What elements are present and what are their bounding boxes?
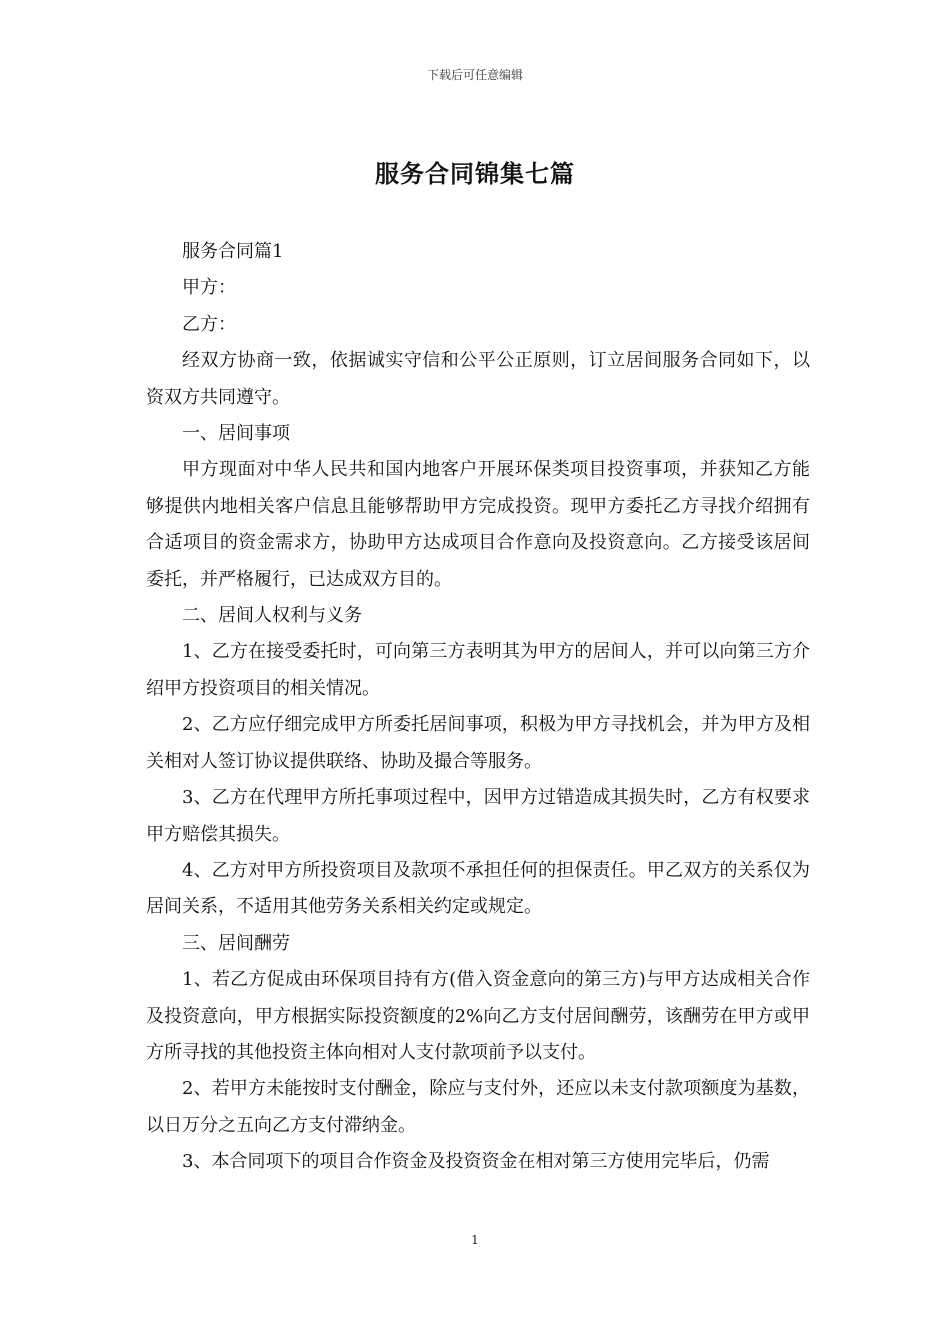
paragraph: 2、乙方应仔细完成甲方所委托居间事项，积极为甲方寻找机会，并为甲方及相关相对人签订协议提供联络、协助及撮合等服务。: [146, 714, 810, 772]
party-a-line: 甲方：: [182, 277, 236, 299]
document-title: 服务合同锦集七篇: [375, 159, 575, 188]
paragraph: 2、若甲方未能按时支付酬金，除应与支付外，还应以未支付款项额度为基数，以日万分之五向乙方支付滞纳金。: [146, 1078, 810, 1136]
document-body: [146, 234, 810, 1181]
paragraph: 3、本合同项下的项目合作资金及投资资金在相对第三方使用完毕后，仍需: [182, 1151, 770, 1173]
header-note: 下载后可任意编辑: [426, 68, 523, 82]
page-number: 1: [471, 1233, 479, 1247]
paragraph: 3、乙方在代理甲方所托事项过程中，因甲方过错造成其损失时，乙方有权要求甲方赔偿其损失。: [146, 787, 810, 845]
clause-heading: 二、居间人权利与义务: [182, 605, 362, 627]
clause-heading: 三、居间酬劳: [182, 932, 290, 954]
paragraph: 经双方协商一致，依据诚实守信和公平公正原则，订立居间服务合同如下，以资双方共同遵守。: [146, 350, 810, 408]
paragraph: 甲方现面对中华人民共和国内地客户开展环保类项目投资事项，并获知乙方能够提供内地相关客户信息且能够帮助甲方完成投资。现甲方委托乙方寻找介绍拥有合适项目的资金需求方，协助甲方达成项目合作意向及投资意向。乙方接受该居间委托，并严格履行，已达成双方目的。: [146, 459, 810, 590]
paragraph: 1、若乙方促成由环保项目持有方(借入资金意向的第三方)与甲方达成相关合作及投资意向，甲方根据实际投资额度的2%向乙方支付居间酬劳，该酬劳在甲方或甲方所寻找的其他投资主体向相对人支付款项前予以支付。: [146, 969, 810, 1063]
paragraph: 4、乙方对甲方所投资项目及款项不承担任何的担保责任。甲乙双方的关系仅为居间关系，不适用其他劳务关系相关约定或规定。: [146, 859, 810, 918]
section-heading: 服务合同篇1: [182, 241, 284, 262]
paragraph: 1、乙方在接受委托时，可向第三方表明其为甲方的居间人，并可以向第三方介绍甲方投资项目的相关情况。: [146, 641, 810, 699]
clause-heading: 一、居间事项: [182, 423, 290, 445]
party-b-line: 乙方：: [182, 313, 236, 335]
